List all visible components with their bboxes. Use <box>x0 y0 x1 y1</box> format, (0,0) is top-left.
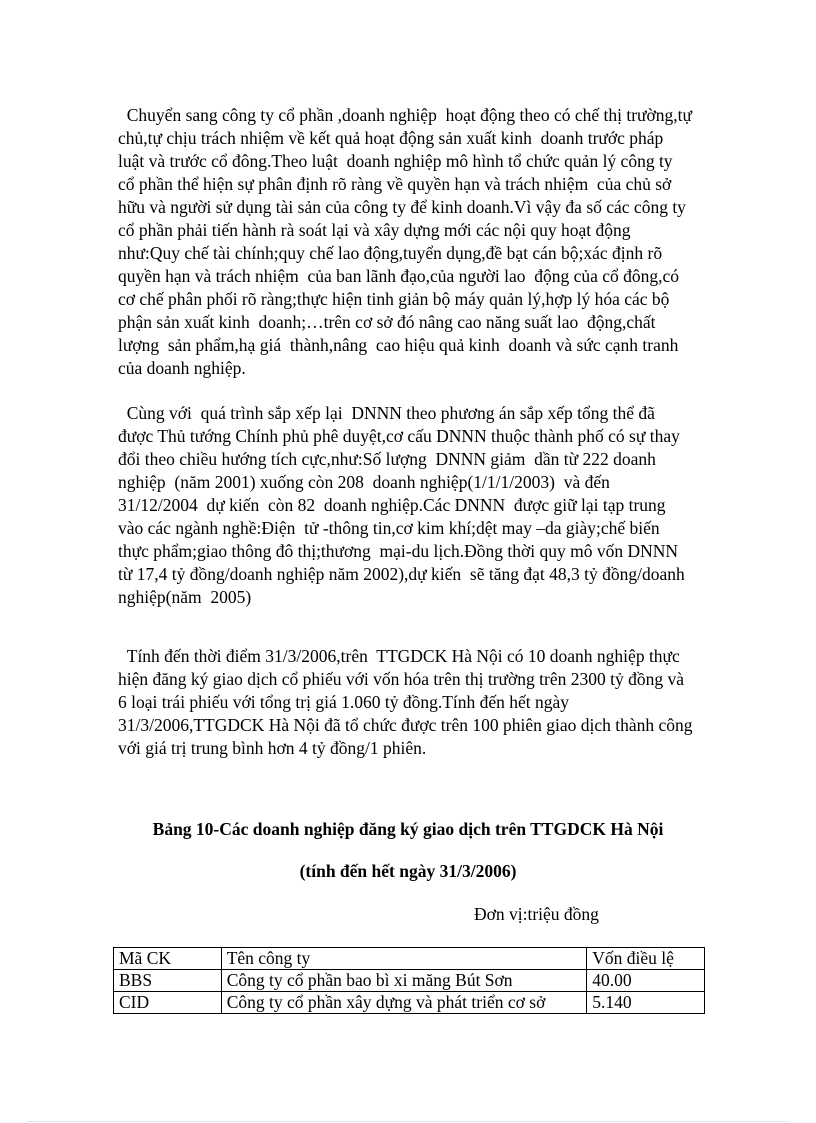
cell-charter-capital: 40.00 <box>587 970 705 992</box>
page-divider <box>28 1121 788 1122</box>
body-paragraph: Tính đến thời điểm 31/3/2006,trên TTGDCK Hà Nội có 10 doanh nghiệp thực hiện đăng ký giao dịch cổ phiếu với vốn hóa trên thị trường trên 2300 tỷ đồng và 6 loại trái phiếu với tổng trị giá 1.060 tỷ đồng.Tính đến hết ngày 31/3/2006,TTGDCK Hà Nội đã tổ chức được trên 100 phiên giao dịch thành công với giá trị trung bình hơn 4 tỷ đồng/1 phiên. <box>118 646 697 758</box>
cell-stock-code: BBS <box>114 970 222 992</box>
table-header-row <box>114 948 705 970</box>
cell-company-name: Công ty cổ phần xây dựng và phát triển cơ sở <box>221 992 587 1014</box>
unit-label: Đơn vị:triệu đồng <box>474 904 599 924</box>
table-title: Bảng 10-Các doanh nghiệp đăng ký giao dịch trên TTGDCK Hà Nội <box>152 819 664 839</box>
header-stock-code: Mã CK <box>114 948 222 970</box>
cell-stock-code: CID <box>114 992 222 1014</box>
header-company-name: Tên công ty <box>221 948 587 970</box>
table-subtitle: (tính đến hết ngày 31/3/2006) <box>299 861 517 881</box>
cell-charter-capital: 5.140 <box>587 992 705 1014</box>
cell-company-name: Công ty cổ phần bao bì xi măng Bút Sơn <box>221 970 587 992</box>
body-paragraph: Cùng với quá trình sắp xếp lại DNNN theo phương án sắp xếp tổng thể đã được Thủ tướng Chính phủ phê duyệt,cơ cấu DNNN thuộc thành phố có sự thay đổi theo chiều hướng tích cực,như:Số lượng DNNN giảm dần từ 222 doanh nghiệp (năm 2001) xuống còn 208 doanh nghiệp(1/1/1/2003) và đến 31/12/2004 dự kiến còn 82 doanh nghiệp.Các DNNN được giữ lại tạp trung vào các ngành nghề:Điện tử -thông tin,cơ kim khí;dệt may –da giày;chế biến thực phẩm;giao thông đô thị;thương mại-du lịch.Đồng thời quy mô vốn DNNN từ 17,4 tỷ đồng/doanh nghiệp năm 2002),dự kiến sẽ tăng đạt 48,3 tỷ đồng/doanh nghiệp(năm 2005) <box>118 403 690 607</box>
header-charter-capital: Vốn điều lệ <box>587 948 705 970</box>
registration-table <box>113 947 705 1014</box>
body-paragraph: Chuyển sang công ty cổ phần ,doanh nghiệp hoạt động theo có chế thị trường,tự chủ,tự chịu trách nhiệm về kết quả hoạt động sản xuất kinh doanh trước pháp luật và trước cổ đông.Theo luật doanh nghiệp mô hình tổ chức quản lý công ty cổ phần thể hiện sự phân định rõ ràng về quyền hạn và trách nhiệm của chủ sở hữu và người sử dụng tài sản của công ty để kinh doanh.Vì vậy đa số các công ty cổ phần phải tiến hành rà soát lại và xây dựng mới các nội quy hoạt động như:Quy chế tài chính;quy chế lao động,tuyển dụng,đề bạt cán bộ;xác định rõ quyền hạn và trách nhiệm của ban lãnh đạo,của người lao động của cổ đông,có cơ chế phân phối rõ ràng;thực hiện tinh giản bộ máy quản lý,hợp lý hóa các bộ phận sản xuất kinh doanh;…trên cơ sở đó nâng cao năng suất lao động,chất lượng sản phẩm,hạ giá thành,nâng cao hiệu quả kinh doanh và sức cạnh tranh của doanh nghiệp. <box>118 105 697 378</box>
table-row <box>114 992 705 1014</box>
table-row <box>114 970 705 992</box>
